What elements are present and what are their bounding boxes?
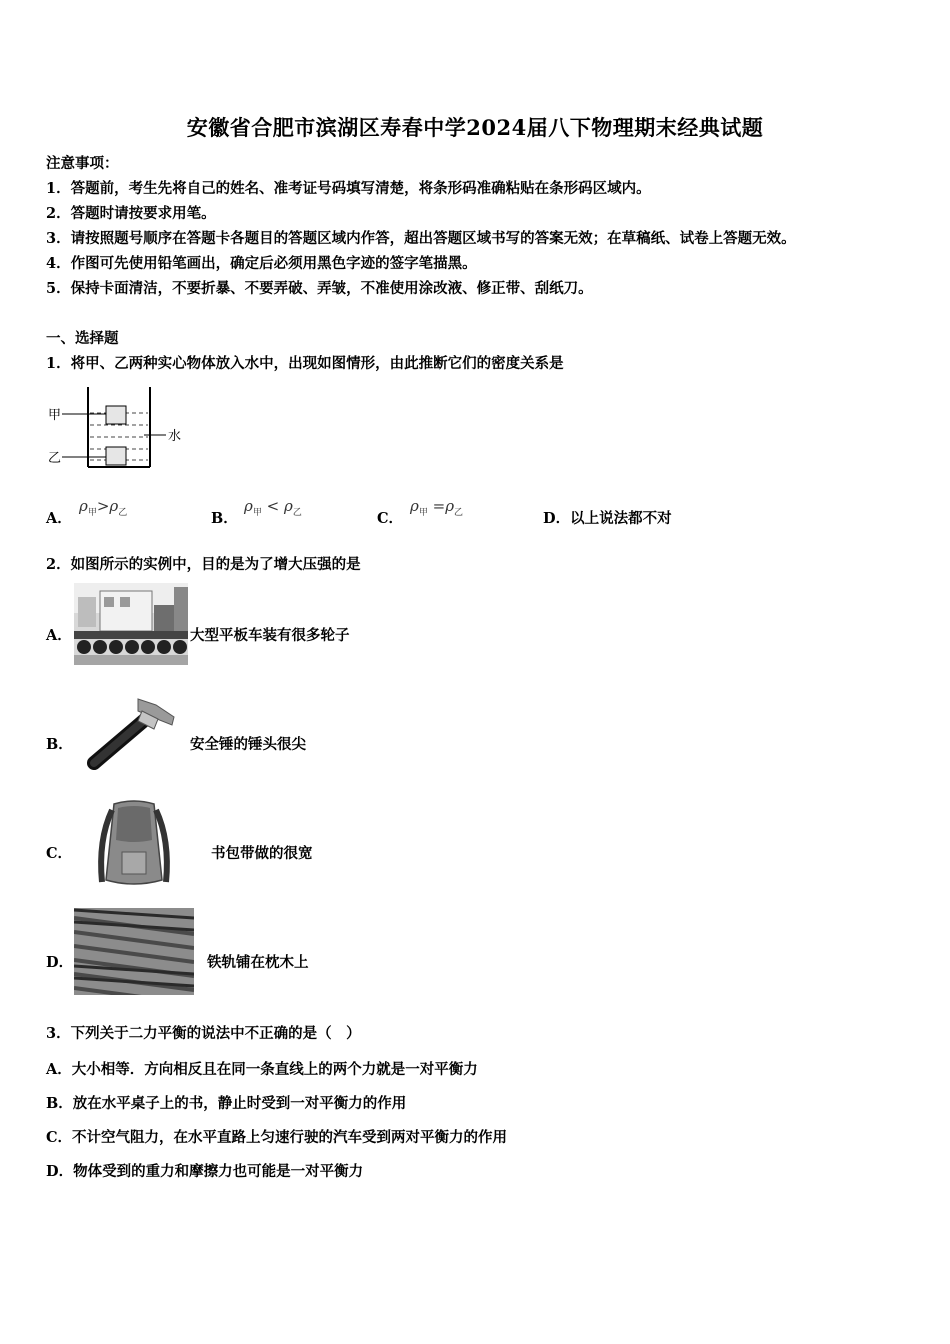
notice-item: 2．答题时请按要求用笔。: [46, 205, 216, 222]
section-heading: 一、选择题: [46, 330, 119, 347]
backpack-image: [92, 800, 176, 890]
notice-heading: 注意事项：: [46, 155, 119, 172]
q2-option-c-letter[interactable]: C．: [46, 845, 73, 862]
notice-item: 4．作图可先使用铅笔画出，确定后必须用黑色字迹的签字笔描黑。: [46, 255, 477, 272]
option-letter: D．: [543, 510, 571, 527]
option-letter: C．: [377, 510, 404, 527]
q1-option-b[interactable]: [211, 507, 238, 528]
label-jia: 甲: [48, 408, 62, 423]
beaker-figure: [46, 383, 186, 473]
label-water: 水: [168, 429, 182, 444]
q2-option-b-letter[interactable]: B．: [46, 736, 73, 753]
q2-option-a-text: 大型平板车装有很多轮子: [190, 627, 350, 644]
q3-option-d[interactable]: D．物体受到的重力和摩擦力也可能是一对平衡力: [46, 1163, 364, 1180]
q2-option-d-text: 铁轨铺在枕木上: [207, 954, 309, 971]
q1-option-b-formula: $\rho_甲 < \rho_乙$: [244, 497, 302, 518]
notice-item: 5．保持卡面清洁，不要折暴、不要弄破、弄皱，不准使用涂改液、修正带、刮纸刀。: [46, 280, 593, 297]
q1-option-c-formula: $\rho_甲 =\rho_乙$: [410, 497, 464, 518]
option-letter: A．: [46, 510, 72, 527]
q2-option-b-text: 安全锤的锤头很尖: [190, 736, 306, 753]
q1-option-a-formula: $\rho_甲>\rho_乙$: [79, 497, 128, 518]
q1-option-d[interactable]: [543, 507, 672, 528]
q3-option-b[interactable]: B．放在水平桌子上的书，静止时受到一对平衡力的作用: [46, 1095, 407, 1112]
option-text: 以上说法都不对: [570, 510, 672, 527]
question-1-stem: 1．将甲、乙两种实心物体放入水中，出现如图情形，由此推断它们的密度关系是: [46, 355, 564, 372]
question-2-stem: 2．如图所示的实例中，目的是为了增大压强的是: [46, 556, 361, 573]
railway-track-image: [74, 908, 194, 995]
q3-option-c[interactable]: C．不计空气阻力，在水平直路上匀速行驶的汽车受到两对平衡力的作用: [46, 1129, 508, 1146]
page-title: 安徽省合肥市滨湖区寿春中学2024届八下物理期末经典试题: [186, 115, 764, 140]
notice-item: 1．答题前，考生先将自己的姓名、准考证号码填写清楚，将条形码准确粘贴在条形码区域内。: [46, 180, 651, 197]
q1-option-c[interactable]: [377, 507, 403, 528]
safety-hammer-image: [80, 695, 180, 775]
notice-item: 3．请按照题号顺序在答题卡各题目的答题区域内作答，超出答题区域书写的答案无效；在草稿纸、试卷上答题无效。: [46, 230, 796, 247]
q3-option-a[interactable]: A．大小相等．方向相反且在同一条直线上的两个力就是一对平衡力: [46, 1061, 478, 1078]
q2-option-a-letter[interactable]: A．: [46, 627, 72, 644]
label-yi: 乙: [48, 451, 62, 466]
option-letter: B．: [211, 510, 238, 527]
q2-option-c-text: 书包带做的很宽: [211, 845, 313, 862]
flatbed-truck-image: [74, 583, 188, 665]
question-3-stem: 3．下列关于二力平衡的说法中不正确的是（ ）: [46, 1025, 361, 1042]
q2-option-d-letter[interactable]: D．: [46, 954, 74, 971]
q1-option-a[interactable]: [46, 507, 72, 528]
